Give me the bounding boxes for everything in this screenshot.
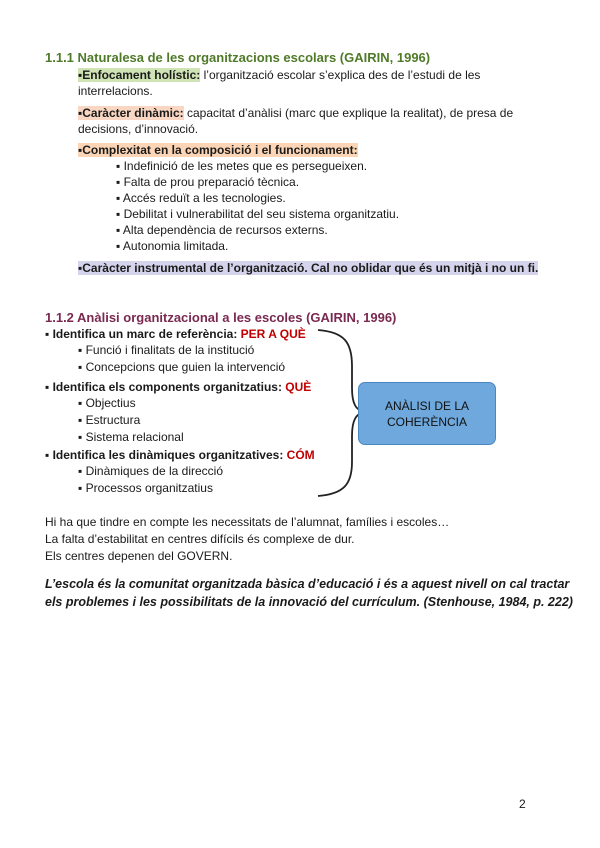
group-items: [78, 342, 285, 376]
box-line: ANÀLISI DE LA: [384, 398, 470, 413]
group-components: [45, 379, 311, 395]
item-continuation: decisions, d’innovació.: [78, 122, 199, 136]
section-heading-analisi: 1.1.2 Anàlisi organitzacional a les escoles (GAIRIN, 1996): [45, 310, 397, 325]
group-items: [78, 463, 223, 497]
group-label: ▪ Identifica els components organitzatius:: [45, 380, 282, 394]
group-dinamiques: [45, 447, 315, 463]
notes-paragraph: [45, 514, 449, 565]
item-caracter-instrumental: [78, 260, 538, 276]
quote-line: L’escola és la comunitat organitzada bàsica d’educació i és a aquest nivell on cal tractar: [45, 577, 570, 591]
box-line: COHERÈNCIA: [386, 414, 467, 429]
list-item: ▪ Indefinició de les metes que es persegueixen.: [116, 159, 368, 173]
list-item: ▪ Objectius: [78, 396, 136, 410]
group-label: ▪ Identifica un marc de referència:: [45, 327, 238, 341]
item-complexitat: [78, 142, 358, 158]
list-item: ▪ Estructura: [78, 413, 141, 427]
list-item: ▪ Alta dependència de recursos externs.: [116, 223, 328, 237]
group-label: ▪ Identifica les dinàmiques organitzatives:: [45, 448, 284, 462]
quote-line: els problemes i les possibilitats de la innovació del currículum. (Stenhouse, 1984, p. 222): [45, 595, 573, 609]
list-item: ▪ Autonomia limitada.: [116, 239, 229, 253]
item-label: ▪Complexitat en la composició i el funcionament:: [78, 143, 358, 157]
group-marc-referencia: [45, 326, 306, 342]
group-key: QUÈ: [285, 380, 312, 394]
item-text: l’organització escolar s’explica des de l’estudi de les: [200, 68, 481, 82]
list-item: ▪ Processos organitzatius: [78, 481, 213, 495]
list-item: ▪ Falta de prou preparació tècnica.: [116, 175, 300, 189]
group-key: CÓM: [286, 448, 315, 462]
item-text: capacitat d’anàlisi (marc que explique la realitat), de presa de: [183, 106, 514, 120]
group-items: [78, 395, 184, 446]
note-line: Els centres depenen del GOVERN.: [45, 549, 233, 563]
list-item: ▪ Sistema relacional: [78, 430, 184, 444]
stenhouse-quote: [45, 575, 573, 611]
note-line: La falta d’estabilitat en centres difícils és complexe de dur.: [45, 532, 355, 546]
list-item: ▪ Concepcions que guien la intervenció: [78, 360, 286, 374]
analisi-coherencia-box: [358, 382, 496, 445]
item-label: ▪Caràcter dinàmic:: [78, 106, 184, 120]
item-continuation: interrelacions.: [78, 84, 153, 98]
item-label: ▪Caràcter instrumental de l’organització. Cal no oblidar que és un mitjà i no un fi.: [78, 261, 539, 275]
item-label: ▪Enfocament holístic:: [78, 68, 201, 82]
item-caracter-dinamic: [78, 105, 513, 121]
list-item: ▪ Funció i finalitats de la institució: [78, 343, 255, 357]
section-heading-naturalesa: 1.1.1 Naturalesa de les organitzacions escolars (GAIRIN, 1996): [45, 50, 431, 65]
page-number: 2: [519, 797, 526, 811]
list-item: ▪ Accés reduït a les tecnologies.: [116, 191, 286, 205]
item-enfocament-holistic: [78, 67, 480, 83]
list-item: ▪ Dinàmiques de la direcció: [78, 464, 223, 478]
list-item: ▪ Debilitat i vulnerabilitat del seu sistema organitzatiu.: [116, 207, 400, 221]
group-key: PER A QUÈ: [240, 327, 306, 341]
note-line: Hi ha que tindre en compte les necessitats de l’alumnat, famílies i escoles…: [45, 515, 450, 529]
complexity-sublist: [116, 158, 399, 254]
